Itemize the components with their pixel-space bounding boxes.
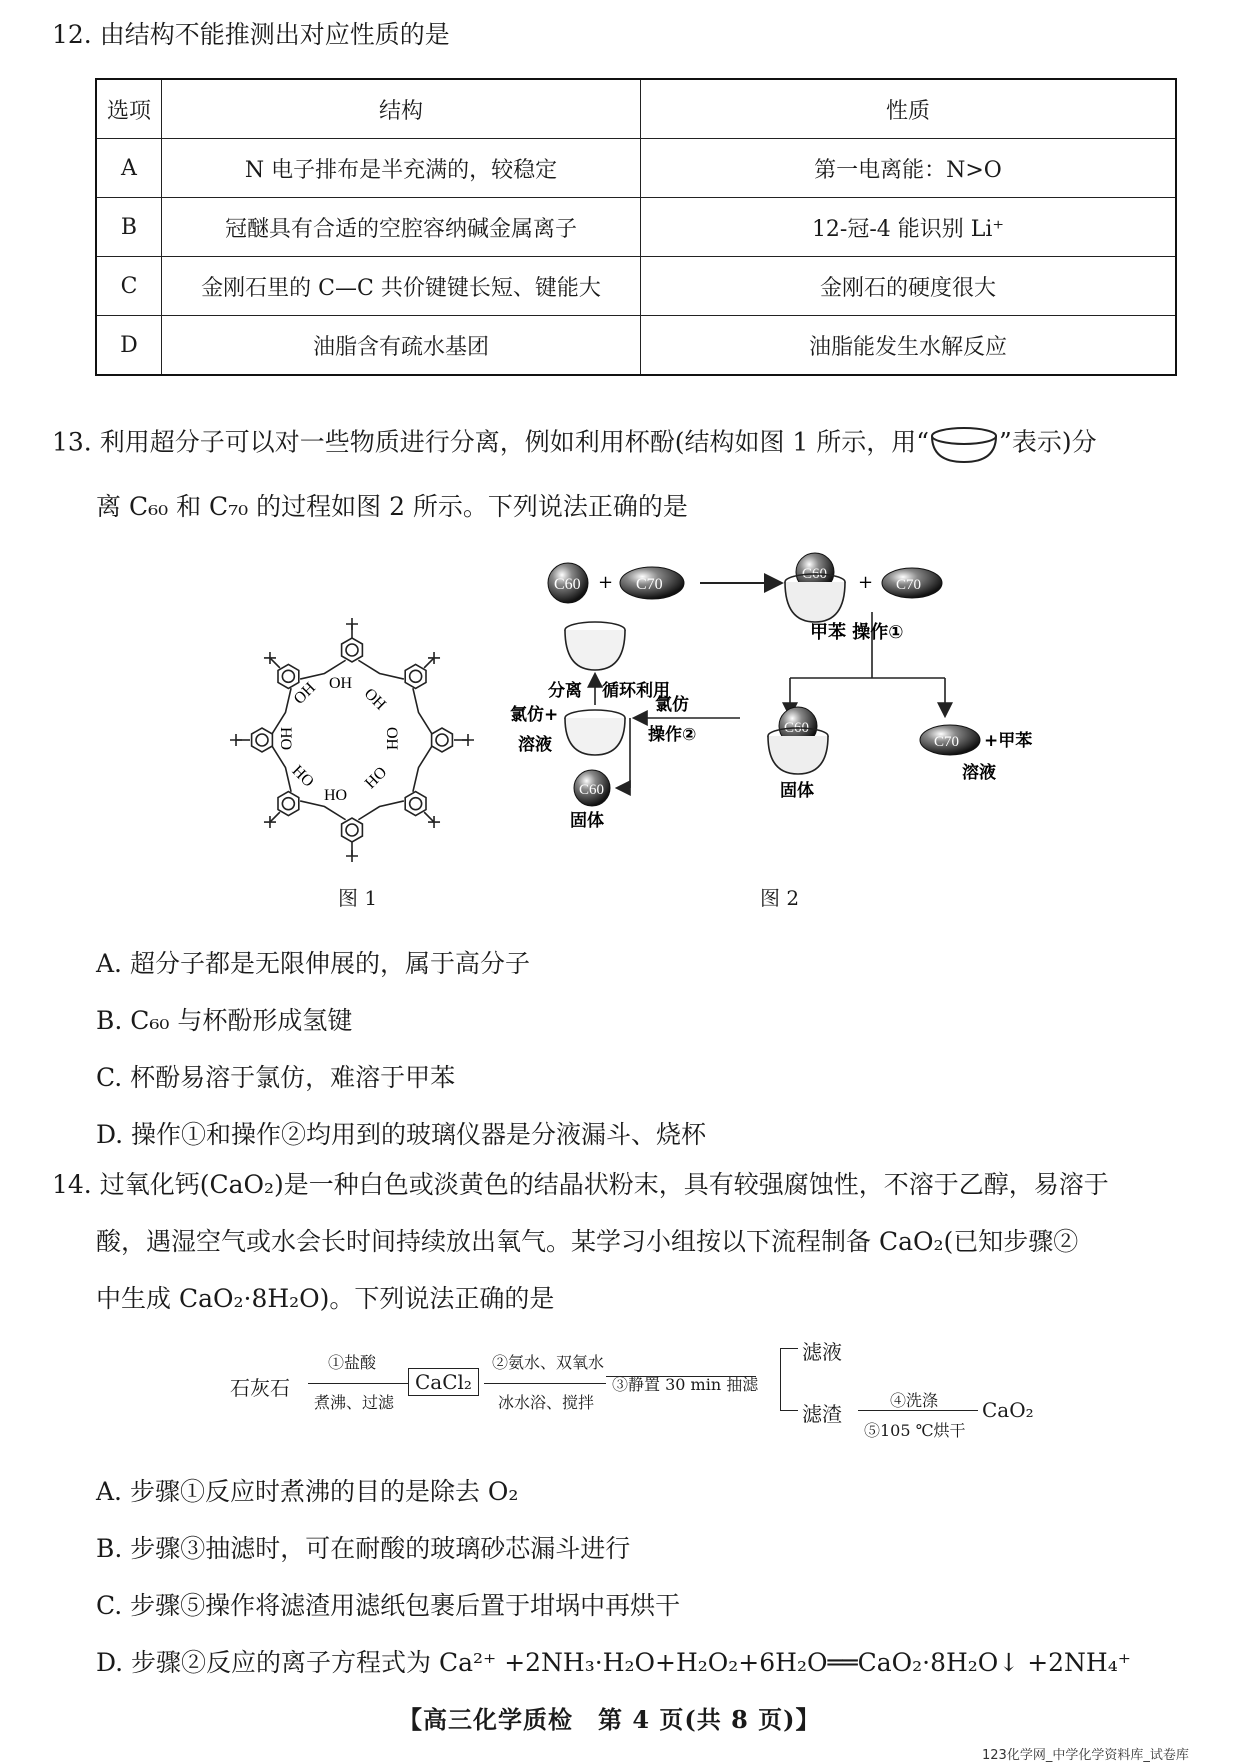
ho-label: HO [288,762,317,791]
separate-label: 分离 [548,681,582,701]
row-property: 12-冠-4 能识别 Li⁺ [641,198,1177,257]
benzene-ring [405,664,426,688]
q13-option-c: C. 杯酚易溶于氯仿，难溶于甲苯 [96,1063,456,1092]
row-structure: 金刚石里的 C—C 共价键键长短、键能大 [162,257,641,316]
table-row [96,316,1176,376]
benzene-ring [278,792,299,816]
chloroform-label: 氯仿 [655,695,689,715]
c60-sphere [574,770,610,806]
figure2-caption: 图 2 [760,886,800,910]
flow-step3: ③静置 30 min 抽滤 [612,1375,759,1394]
row-structure: 冠醚具有合适的空腔容纳碱金属离子 [162,198,641,257]
methylene-bridge [358,801,403,820]
c60-sphere [548,563,588,603]
svg-text:C70: C70 [896,577,922,593]
q13-option-a: A. 超分子都是无限伸展的，属于高分子 [96,949,530,978]
methylene-bridge [413,688,432,733]
flow-step1-bottom: 煮沸、过滤 [314,1393,395,1412]
row-option: D [96,316,162,376]
q13-stem-line2: 离 C₆₀ 和 C₇₀ 的过程如图 2 所示。下列说法正确的是 [96,492,688,521]
q14-flowchart [230,1336,1050,1446]
q14-stem-line1: 14. 过氧化钙(CaO₂)是一种白色或淡黄色的结晶状粉末，具有较强腐蚀性，不溶于乙醇，易溶于 [52,1170,1109,1199]
table-row [96,139,1176,198]
flow-box-cacl2: CaCl₂ [408,1368,479,1396]
flow-product: CaO₂ [982,1398,1034,1422]
q14-option-d: D. 步骤②反应的离子方程式为 Ca²⁺ +2NH₃·H₂O+H₂O₂+6H₂O══CaO₂·8H₂O↓ +2NH₄⁺ [96,1648,1131,1677]
solid-label: 固体 [780,781,814,801]
op2-label: 操作② [648,725,697,745]
ho-label: HO [324,787,348,804]
c70-ellipsoid [882,568,942,598]
tbutyl-cross [230,734,242,746]
aromatic-circle [256,734,268,746]
tbutyl-bond [270,812,280,822]
solution-label: 溶液 [962,763,996,783]
row-property: 油脂能发生水解反应 [641,316,1177,376]
figure1-caption: 图 1 [338,886,378,910]
row-option: A [96,139,162,198]
bowl-with-c60 [768,707,828,774]
table-row [96,257,1176,316]
flow-residue: 滤渣 [802,1402,842,1426]
figure1-calixarene [232,620,472,860]
q14-stem-line2: 酸，遇湿空气或水会长时间持续放出氧气。某学习小组按以下流程制备 CaO₂(已知步骤② [96,1227,1079,1256]
q13-option-b: B. C₆₀ 与杯酚形成氢键 [96,1006,353,1035]
oh-label: OH [383,727,400,751]
flow-step4: ④洗涤 [890,1391,939,1410]
methylene-bridge [413,746,432,791]
header-structure: 结构 [162,79,641,139]
chloroform-plus-label: 氯仿+ [510,705,559,725]
row-property: 第一电离能：N>O [641,139,1177,198]
q14-option-c: C. 步骤⑤操作将滤渣用滤纸包裹后置于坩埚中再烘干 [96,1591,681,1620]
q12-table [95,78,1177,376]
plus-sign: + [598,572,614,593]
row-option: C [96,257,162,316]
row-structure: 油脂含有疏水基团 [162,316,641,376]
benzene-ring [432,728,453,752]
q13-stem-b: ”表示)分 [999,427,1097,457]
benzene-ring [342,818,363,842]
header-option: 选项 [96,79,162,139]
c70-ellipsoid [920,725,980,755]
svg-text:C60: C60 [802,566,828,582]
flow-start: 石灰石 [230,1376,290,1400]
q14-option-b: B. 步骤③抽滤时，可在耐酸的玻璃砂芯漏斗进行 [96,1534,631,1563]
methylene-bridge [358,660,403,679]
benzene-ring [278,664,299,688]
aromatic-circle [282,798,294,810]
q13-stem-a: 13. 利用超分子可以对一些物质进行分离，例如利用杯酚(结构如图 1 所示，用“ [52,427,930,457]
table-header-row [96,79,1176,139]
tbutyl-cross [462,734,474,746]
q13-option-d: D. 操作①和操作②均用到的玻璃仪器是分液漏斗、烧杯 [96,1120,707,1149]
header-property: 性质 [641,79,1177,139]
recycle-label: 循环利用 [602,681,670,701]
benzene-ring [405,792,426,816]
oh-label: OH [290,679,320,708]
aromatic-circle [436,734,448,746]
page-footer: 【高三化学质检 第 4 页(共 8 页)】 [398,1705,821,1734]
tbutyl-cross [346,618,358,630]
table-row [96,198,1176,257]
q12-stem: 12. 由结构不能推测出对应性质的是 [52,20,450,49]
oh-label: OH [360,685,390,714]
empty-bowl [565,622,625,670]
watermark-text: 123化学网_中学化学资料库_试卷库 [982,1748,1189,1763]
svg-text:C60: C60 [784,720,810,736]
flow-filtrate: 滤液 [802,1340,842,1364]
tbutyl-bond [424,812,434,822]
solution-label: 溶液 [518,735,552,755]
c70-ellipsoid [620,567,684,599]
oh-label: OH [329,675,353,692]
aromatic-circle [410,798,422,810]
flow-step2-top: ②氨水、双氧水 [492,1353,605,1372]
svg-text:C60: C60 [579,782,605,798]
aromatic-circle [410,670,422,682]
svg-text:C70: C70 [934,734,960,750]
ho-label: HO [277,727,294,751]
flow-step5: ⑤105 ℃烘干 [864,1421,966,1440]
tbutyl-bond [270,658,280,668]
plus-toluene-label: +甲苯 [984,731,1033,751]
q14-stem-line3: 中生成 CaO₂·8H₂O)。下列说法正确的是 [96,1284,555,1313]
solid-label: 固体 [570,811,604,831]
benzene-ring [342,638,363,662]
row-structure: N 电子排布是半充满的，较稳定 [162,139,641,198]
svg-text:C70: C70 [636,576,663,593]
plus-sign: + [858,572,874,593]
tbutyl-cross [346,850,358,862]
q13-stem-line1 [52,424,1097,464]
bowl-icon [929,424,999,464]
row-option: B [96,198,162,257]
flow-step1-top: ①盐酸 [328,1353,377,1372]
aromatic-circle [346,644,358,656]
bowl-with-c60 [785,553,845,622]
aromatic-circle [346,824,358,836]
tbutyl-bond [424,658,434,668]
flow-step2-bottom: 冰水浴、搅拌 [498,1393,595,1412]
toluene-op1-label: 甲苯 操作① [810,622,904,643]
figure2-process [510,550,1040,870]
bowl-chloroform [565,710,625,755]
row-property: 金刚石的硬度很大 [641,257,1177,316]
benzene-ring [252,728,273,752]
ho-label: HO [361,763,391,793]
methylene-bridge [272,746,291,791]
svg-text:C60: C60 [554,576,581,593]
q14-option-a: A. 步骤①反应时煮沸的目的是除去 O₂ [96,1477,519,1506]
aromatic-circle [282,670,294,682]
